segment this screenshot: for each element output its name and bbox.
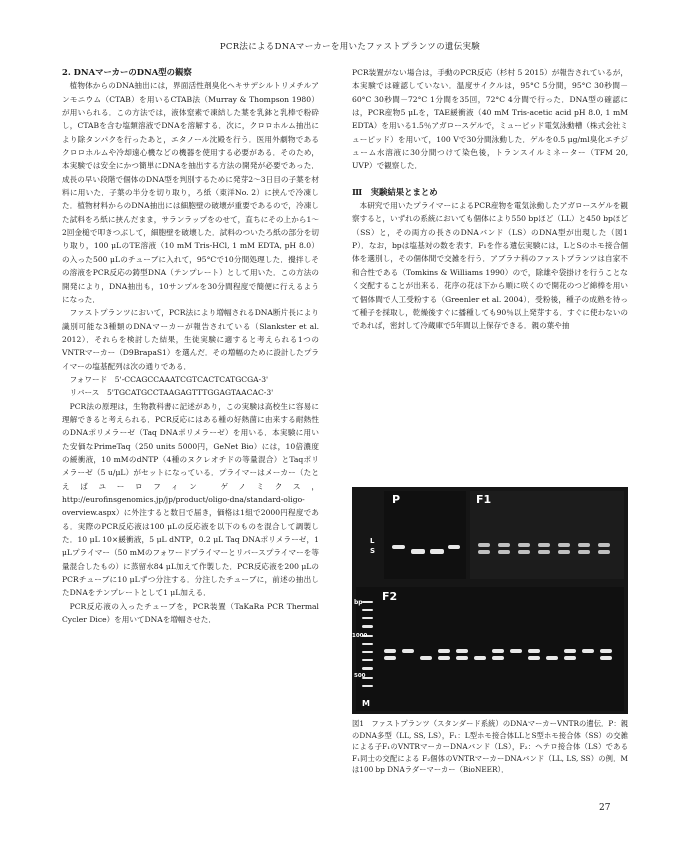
running-header: PCR法によるDNAマーカーを用いたファストプランツの遺伝実験 — [219, 42, 481, 52]
gel-band — [558, 543, 570, 547]
gel-band — [430, 549, 444, 554]
ladder-band — [362, 667, 373, 670]
gel-band — [558, 550, 570, 554]
panel-label-f1: F1 — [476, 493, 492, 506]
panel-label-p: P — [392, 493, 401, 506]
ladder-label-1000: 1000 — [352, 633, 368, 639]
gel-band — [538, 550, 550, 554]
paragraph-pcr-run: PCR反応液の入ったチューブを，PCR装置（TaKaRa PCR Thermal Cycler Dice）を用いてDNAを増幅させた． — [62, 601, 319, 625]
ladder-band — [362, 625, 373, 628]
ladder-band — [362, 617, 373, 619]
gel-band — [474, 656, 486, 660]
gel-band — [478, 550, 490, 554]
gel-band — [528, 649, 540, 653]
ladder-band — [362, 685, 373, 687]
gel-band — [492, 649, 504, 653]
gel-band — [582, 649, 594, 653]
gel-band — [538, 543, 550, 547]
ladder-band — [362, 651, 373, 653]
gel-band — [384, 649, 396, 653]
gel-band — [456, 656, 468, 660]
gel-band — [438, 656, 450, 660]
paragraph-results: 本研究で用いたプライマーによるPCR産物を電気泳動したアガロースゲルを観察すると，いずれの系統においても個体により550 bpほど（LL）と450 bpほど（SS）と，その両方の長さのDNAバンド（LS）のDNA型が出現した（図1 P）．なお，bpは塩基対の数を表す．F₁を作る遺伝実験には，LとSのホモ接合個体を選別し，その個体間で交雑を行う．アブラナ科のファストプランツは自家不和合性である（Tomkins & Williams 1990）ので，除雄や袋掛けを行うことなく交配することが出来る．花序の花は下から順に咲くので開花のつど綿棒を用いて個体間で人工受粉する（Greenler et al. 2004）．受粉後，種子の成熟を待って種子を採取し，乾燥後すぐに播種しても90％以上発芽する．すぐに使わないのであれば，密封して冷蔵庫で5年間以上保存できる．親の葉や抽 — [352, 201, 628, 331]
ladder-band — [362, 643, 373, 645]
ladder-band — [362, 601, 373, 603]
gel-band — [600, 649, 612, 653]
band-label-l: L — [370, 537, 375, 545]
ladder-label-bp: bp — [354, 599, 363, 606]
gel-band — [528, 656, 540, 660]
left-column — [62, 66, 319, 626]
ladder-label-m: M — [362, 699, 370, 708]
gel-band — [478, 543, 490, 547]
gel-band — [448, 545, 460, 549]
gel-band — [546, 656, 558, 660]
panel-label-f2: F2 — [382, 590, 398, 603]
right-column — [352, 66, 628, 333]
figure-caption: 図1 ファストプランツ（スタンダード系統）のDNAマーカーVNTRの遺伝．P：親のDNA多型（LL, SS, LS），F₁：L型ホモ接合体LLとS型ホモ接合体（SS）の交雑による子F₁のVNTRマーカーDNAバンド（LS），F₂：ヘテロ接合体（LS）であるF₁同士の交配による F₂個体のVNTRマーカーDNAバンド（LL, LS, SS）の例．Mは100 bp DNAラダーマーカー（BioNEER）． — [352, 719, 628, 775]
gel-band — [578, 543, 590, 547]
primer-forward: フォワード 5'-CCAGCCAAATCGTCACTCATGCGA-3' — [69, 374, 269, 384]
gel-band — [564, 649, 576, 653]
gel-band — [498, 543, 510, 547]
gel-band — [498, 550, 510, 554]
page-number: 27 — [599, 803, 611, 813]
gel-band — [438, 649, 450, 653]
gel-band — [392, 545, 405, 549]
gel-band — [598, 550, 610, 554]
paragraph-pcr-cycle: PCR装置がない場合は，手動のPCR反応（杉村 5 2015）が報告されているが，本実験では確認していない．温度サイクルは，95°C 5分間，95°C 30秒間－60°C 30秒間－72°C 1分間を35回，72°C 4分間で行った．DNA型の確認には，PCR産物5 μLを，TAE緩衝液（40 mM Tris-acetic acid pH 8.0, 1 mM EDTA）を用いる1.5％アガロースゲルで，ミューピッド電気泳動槽（株式会社ミューピッド）を用いて，100 Vで30分間泳動した．ゲルを0.5 μg/ml臭化エチジューム水溶液に30分間つけて染色後，トランスイルミネーター（TFM 20, UVP）で観察した． — [352, 68, 628, 171]
gel-band — [510, 649, 522, 653]
gel-band — [420, 656, 432, 660]
gel-band — [492, 656, 504, 660]
gel-band — [411, 549, 425, 554]
gel-band — [600, 656, 612, 660]
gel-band — [564, 656, 576, 660]
paragraph-dna-markers: ファストプランツにおいて，PCR法により増幅されるDNA断片長により識別可能な3種類のDNAマーカーが報告されている（Slankster et al. 2012）．それらを検討した結果，生徒実験に適すると考えられる1つのVNTRマーカー（D9BrapaS1）を選んだ．その増幅のために設計したプライマーの塩基配列は次の通りである． — [62, 308, 319, 371]
paragraph-dna-extraction: 植物体からのDNA抽出には，界面活性剤臭化ヘキサデシルトリメチルアンモニウム（CTAB）を用いるCTAB法（Murray & Thompson 1980）が用いられる．この方法では，液体窒素で凍結した葉を乳鉢と乳棒で粉砕し，CTABを含む塩類溶液でDNAを溶解する．次に，クロロホルム抽出により除タンパクを行ったあと，エタノール沈殿を行う．医用外劇物であるクロロホルムや冷却遠心機などの機器を使用する必要がある．そのため，本実験では安全にかつ簡単にDNAを抽出する方法の開発が必要であった．成長の早い段階で個体のDNA型を判別するために発芽2～3日目の子葉を材料に用いた．子葉の半分を切り取り，ろ紙（東洋No. 2）に挟んで冷凍した．植物材料からのDNA抽出には細胞壁の破壊が重要であるので，冷凍した試料をろ紙に挟んだまま，サランラップをのせて，直ちにその上から1～2回金槌で叩きつぶして，細胞壁を破壊した．試料のついたろ紙の部分を切り取り，100 μLのTE溶液（10 mM Tris-HCl, 1 mM EDTA, pH 8.0）の入った500 μLのチューブに入れて，95°Cで10分間処理した．攪拌しその溶液をPCR反応の鋳型DNA（テンプレート）として用いた．この方法の開発により，DNA抽出も，10サンプルを30分間程度で簡便に行えるようになった． — [62, 81, 319, 304]
gel-electrophoresis-figure — [352, 487, 628, 714]
ladder-label-500: 500 — [354, 673, 366, 679]
gel-panel-f2 — [356, 587, 624, 711]
gel-band — [518, 550, 530, 554]
ladder-band — [362, 659, 373, 661]
gel-band — [518, 543, 530, 547]
section-heading-results: Ⅲ 実験結果とまとめ — [352, 186, 438, 197]
gel-band — [402, 649, 414, 653]
primer-reverse: リバース 5'TGCATGCCTAAGAGTTTGGAGTAACAC-3' — [69, 388, 274, 398]
section-heading-dna-marker: 2. DNAマーカーのDNA型の観察 — [62, 67, 192, 77]
gel-band — [456, 649, 468, 653]
gel-band — [598, 543, 610, 547]
gel-panel-f1 — [470, 491, 624, 579]
band-label-s: S — [370, 547, 376, 555]
ladder-band — [362, 609, 373, 611]
paragraph-pcr-principle: PCR法の原理は，生物教科書に記述があり，この実験は高校生に容易に理解できると考えられる．PCR反応にはある種の好熱菌に由来する耐熱性のDNAポリメラーゼ（Taq DNAポリメラーゼ）を用いる．本実験に用いた安価なPrimeTaq（250 units 5000円，GeNet Bio）には，10倍濃度の緩衝液，10 mMのdNTP（4種のヌクレオチドの等量混合）とTaqポリメラーゼ（5 u/μL）がセットになっている．プライマーはメーカー（たとえばユーロフィン ゲノミクス，http://eurofinsgenomics.jp/jp/product/oligo-dna/standard-oligo-overview.aspx）に外注すると数日で届き，価格は1組で2000円程度である．実際のPCR反応液は100 μLの反応液を以下のものを混合して調製した．10 μL 10×緩衝液，5 μL dNTP，0.2 μL Taq DNAポリメラーゼ，1 μLプライマー（50 mMのフォワードプライマーとリバースプライマーを等量混合したもの）に蒸留水84 μL加えて作製した．PCR反応液を200 μLのPCRチューブに10 μLずつ分注する．分注したチューブに，前述の抽出したDNAをテンプレートとして1 μL加える． — [62, 401, 319, 598]
gel-band — [578, 550, 590, 554]
gel-band — [384, 656, 396, 660]
